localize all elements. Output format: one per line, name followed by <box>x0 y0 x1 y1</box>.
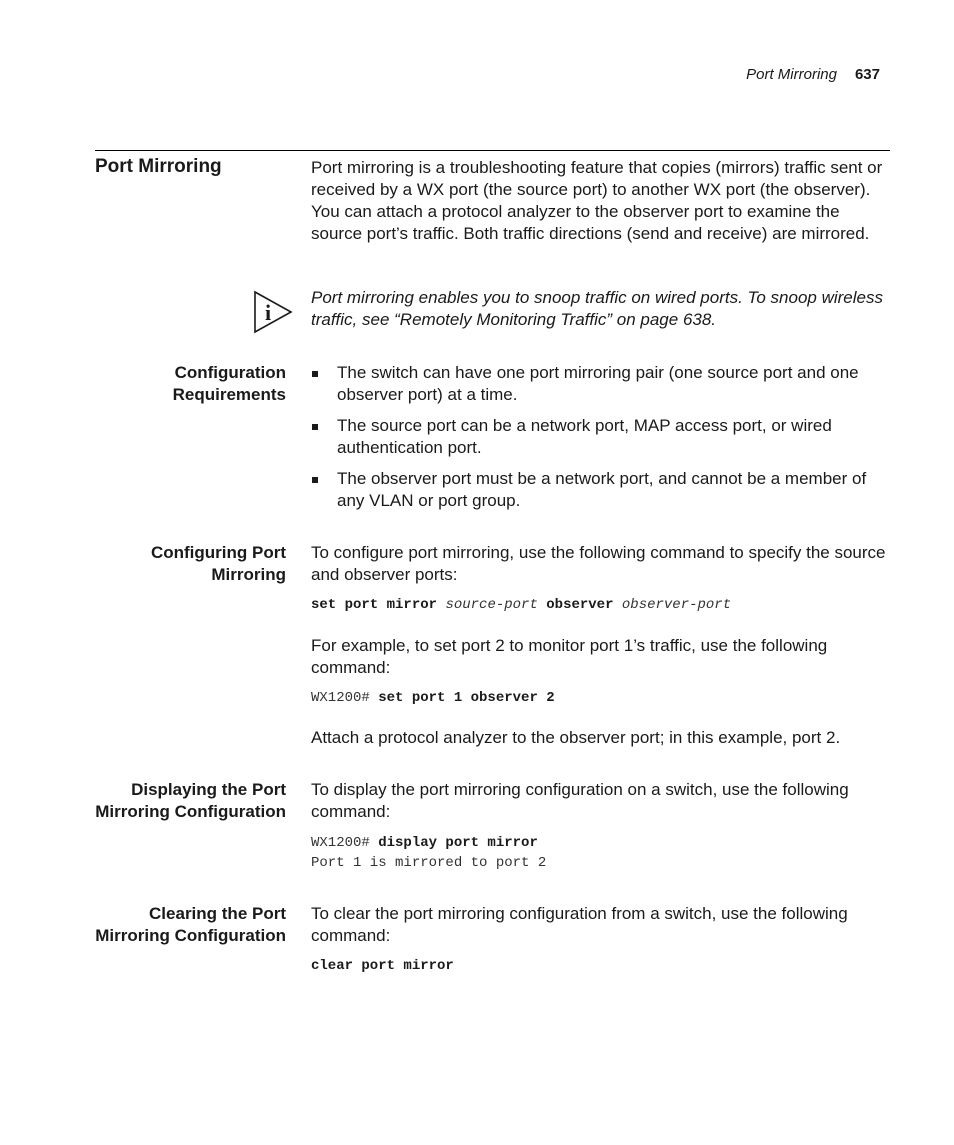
list-item: The source port can be a network port, MAP access port, or wired authentication port. <box>311 415 889 459</box>
section-heading-configuring: Configuring Port Mirroring <box>150 543 286 584</box>
display-code: WX1200# display port mirror Port 1 is mirrored to port 2 <box>311 835 547 871</box>
clearing-text: To clear the port mirroring configuration from a switch, use the following command: <box>311 904 848 945</box>
requirements-list <box>311 362 889 512</box>
analyzer-text: Attach a protocol analyzer to the observer port; in this example, port 2. <box>311 728 841 747</box>
header-title: Port Mirroring <box>746 66 837 83</box>
section-heading-clearing: Clearing the Port Mirroring Configuration <box>95 904 286 945</box>
section-heading-port-mirroring: Port Mirroring <box>95 156 222 177</box>
example-code: WX1200# set port 1 observer 2 <box>311 690 555 706</box>
running-header <box>620 66 880 83</box>
intro-paragraph: Port mirroring is a troubleshooting feature that copies (mirrors) traffic sent or received by a WX port (the source port) to another WX port (the observer). You can attach a protocol analyzer to the observer port to examine the source port’s traffic. Both traffic directions (send and receive) are mirrored. <box>311 158 883 243</box>
page-number: 637 <box>854 66 880 83</box>
list-item: The switch can have one port mirroring pair (one source port and one observer port) at a time. <box>311 362 889 406</box>
bullet-icon <box>312 424 318 430</box>
syntax-code: set port mirror source-port observer observer-port <box>311 597 732 613</box>
displaying-text: To display the port mirroring configuration on a switch, use the following command: <box>311 780 849 821</box>
example-intro-text: For example, to set port 2 to monitor port 1’s traffic, use the following command: <box>311 636 828 677</box>
note-text: Port mirroring enables you to snoop traffic on wired ports. To snoop wireless traffic, see “Remotely Monitoring Traffic” on page 638. <box>311 288 883 329</box>
section-heading-displaying: Displaying the Port Mirroring Configuration <box>95 780 286 821</box>
list-item: The observer port must be a network port, and cannot be a member of any VLAN or port group. <box>311 468 889 512</box>
svg-text:i: i <box>265 300 272 325</box>
bullet-icon <box>312 371 318 377</box>
clear-code: clear port mirror <box>311 958 454 974</box>
section-rule <box>95 150 890 151</box>
configuring-text: To configure port mirroring, use the following command to specify the source and observer ports: <box>311 543 886 584</box>
info-note-icon <box>253 290 293 334</box>
bullet-icon <box>312 477 318 483</box>
section-heading-requirements: Configuration Requirements <box>172 363 286 404</box>
requirements-list-container <box>311 362 889 521</box>
